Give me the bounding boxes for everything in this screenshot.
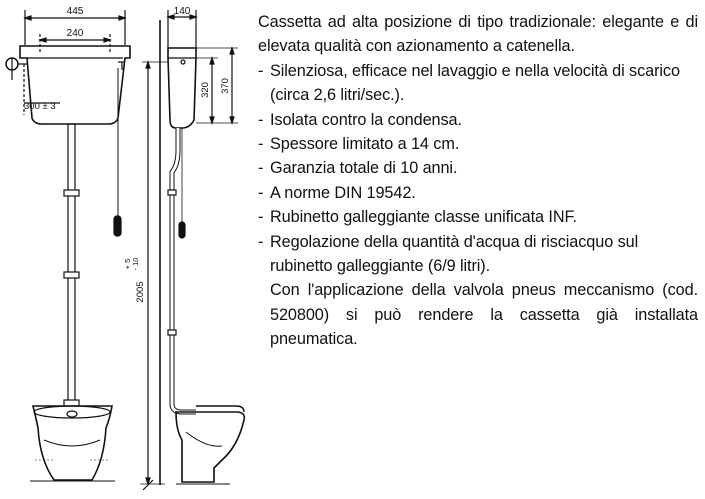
feature-list xyxy=(258,59,698,279)
label-depth: 140 xyxy=(173,6,191,17)
label-float-height: 300 ± 3 xyxy=(24,101,56,112)
label-inner-width: 240 xyxy=(66,28,84,39)
feature-item: - Silenziosa, efficace nel lavaggio e nella velocità di scarico (circa 2,6 litri/sec.). xyxy=(258,59,698,108)
feature-item: - A norme DIN 19542. xyxy=(258,181,698,205)
feature-item: - Spessore limitato a 14 cm. xyxy=(258,132,698,156)
label-tank-top-height: 370 xyxy=(220,78,231,94)
front-view xyxy=(6,10,130,481)
label-total-width: 445 xyxy=(66,6,84,17)
feature-item: - Rubinetto galleggiante classe unificata INF. xyxy=(258,205,698,229)
note-text: Con l'applicazione della valvola pneus meccanismo (cod. 520800) si può rendere la cassetta già installata pneumatica. xyxy=(270,281,698,349)
chain-handle xyxy=(114,216,121,236)
wc-bowl-side xyxy=(176,412,244,482)
flush-pipe-front xyxy=(68,124,75,404)
technical-drawing xyxy=(0,0,250,499)
product-description xyxy=(258,10,698,352)
label-overall-height: 2005 xyxy=(135,281,146,303)
intro-text: Cassetta ad alta posizione di tipo tradizionale: elegante e di elevata qualità con azionamento a catenella. xyxy=(258,13,698,56)
label-tank-height: 320 xyxy=(200,82,211,98)
feature-item: - Garanzia totale di 10 anni. xyxy=(258,156,698,180)
feature-item: - Isolata contro la condensa. xyxy=(258,108,698,132)
feature-item: - Regolazione della quantità d'acqua di risciacquo sul rubinetto galleggiante (6/9 litri). xyxy=(258,230,698,279)
label-overall-tolerance-plus: + 5 xyxy=(123,258,132,270)
label-overall-tolerance-minus: - 10 xyxy=(131,257,140,271)
flush-pipe-side xyxy=(172,128,196,412)
